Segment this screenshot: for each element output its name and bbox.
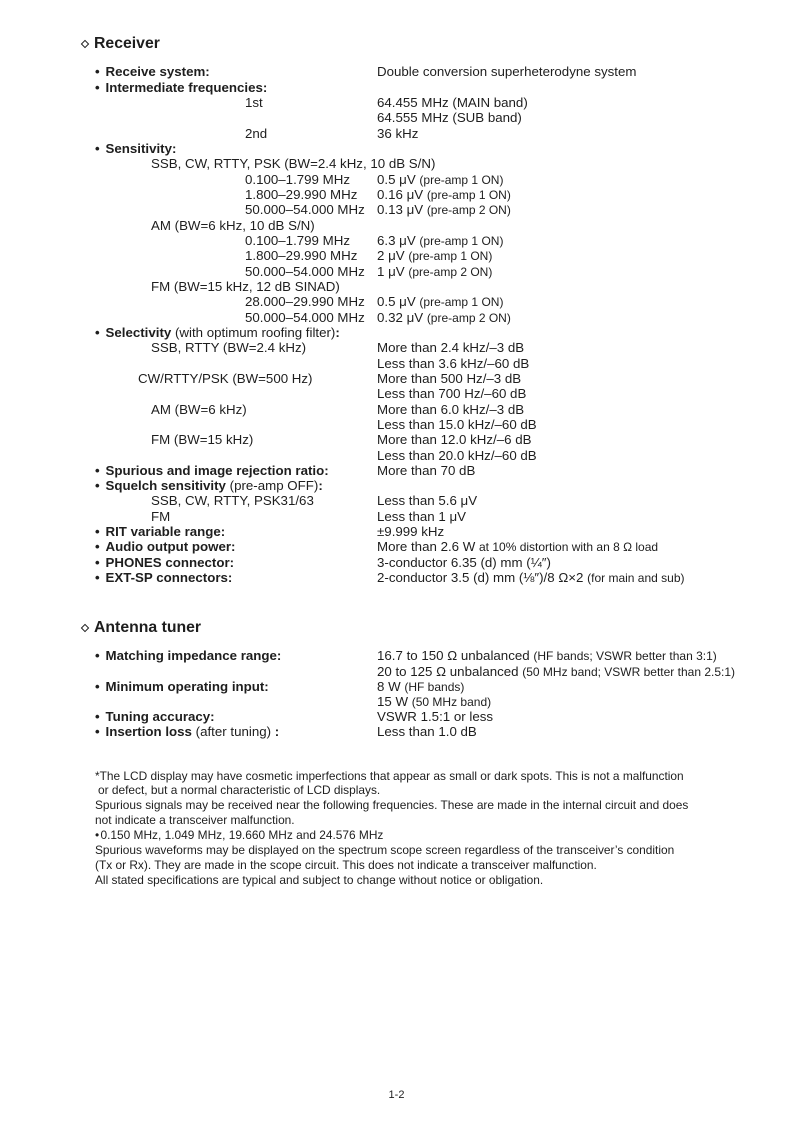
audio-output-note: at 10% distortion with an 8 Ω load	[479, 540, 659, 555]
receive-system-value: Double conversion superheterodyne system	[377, 64, 637, 80]
spec-row-selectivity	[0, 325, 793, 340]
sensitivity-mode-label: AM (BW=6 kHz, 10 dB S/N)	[151, 217, 315, 233]
input-power: 15 W	[377, 693, 409, 709]
spec-row-sensitivity-range	[0, 310, 793, 325]
frequency-range: 0.100–1.799 MHz	[245, 171, 350, 187]
insertion-loss-colon: :	[271, 724, 280, 740]
rit-label	[95, 524, 225, 539]
bullet	[95, 141, 106, 156]
if-stage-value: 36 kHz	[377, 125, 419, 141]
bullet	[95, 524, 106, 539]
impedance-note: (HF bands; VSWR better than 3:1)	[533, 649, 717, 664]
matching-impedance-value	[377, 664, 735, 680]
spec-row-if-1st-sub	[0, 110, 793, 125]
sensitivity-value	[377, 248, 492, 264]
section-title-antenna-tuner: Antenna tuner	[94, 619, 202, 636]
bullet	[95, 648, 106, 663]
tuning-accuracy-value: VSWR 1.5:1 or less	[377, 709, 494, 725]
sensitivity-level: 0.13 μV	[377, 202, 424, 218]
frequency-range: 0.100–1.799 MHz	[245, 232, 350, 248]
selectivity-value: More than 2.4 kHz/–3 dB	[377, 340, 525, 356]
rit-label-text: RIT variable range:	[105, 524, 226, 540]
spec-row-selectivity-mode	[0, 371, 793, 386]
spec-row-sensitivity-range	[0, 172, 793, 187]
spec-row-selectivity-mode	[0, 402, 793, 417]
spec-row-sensitivity-range	[0, 248, 793, 263]
impedance-note: (50 MHz band; VSWR better than 2.5:1)	[522, 664, 736, 679]
audio-output-label-text: Audio output power:	[105, 539, 236, 555]
note-line: All stated specifications are typical and subject to change without notice or obligation.	[95, 872, 544, 887]
note-line: not indicate a transceiver malfunction.	[95, 813, 295, 828]
selectivity-mode-label: CW/RTTY/PSK (BW=500 Hz)	[138, 370, 313, 386]
selectivity-label-text: Selectivity	[105, 324, 172, 340]
selectivity-colon: :	[335, 324, 340, 340]
squelch-colon: :	[318, 478, 323, 494]
diamond-icon	[80, 39, 88, 47]
bullet	[95, 709, 106, 724]
minimum-input-label	[95, 679, 269, 694]
preamp-note: (pre-amp 1 ON)	[419, 233, 504, 248]
sensitivity-mode-label: FM (BW=15 kHz, 12 dB SINAD)	[151, 278, 340, 294]
audio-output-label	[95, 539, 235, 554]
selectivity-value: More than 6.0 kHz/–3 dB	[377, 401, 525, 417]
minimum-input-label-text: Minimum operating input:	[105, 678, 269, 694]
phones-value: 3-conductor 6.35 (d) mm (¼″)	[377, 554, 551, 570]
selectivity-value: Less than 20.0 kHz/–60 dB	[377, 447, 537, 463]
squelch-value: Less than 5.6 μV	[377, 493, 478, 509]
preamp-note: (pre-amp 2 ON)	[408, 264, 493, 279]
sensitivity-level: 1 μV	[377, 263, 405, 279]
sensitivity-value	[377, 310, 511, 326]
selectivity-mode-label: FM (BW=15 kHz)	[151, 432, 254, 448]
preamp-note: (pre-amp 2 ON)	[426, 203, 511, 218]
preamp-note: (pre-amp 2 ON)	[426, 310, 511, 325]
note-line: *The LCD display may have cosmetic imperfections that appear as small or dark spots. This is not a malfunction	[95, 768, 684, 783]
sensitivity-value	[377, 187, 511, 203]
note-line-bulleted	[95, 828, 785, 843]
sensitivity-value	[377, 294, 503, 310]
note-line: Spurious waveforms may be displayed on the spectrum scope screen regardless of the transceiver’s condition	[95, 842, 675, 857]
sensitivity-level: 0.5 μV	[377, 171, 416, 187]
note-line: or defect, but a normal characteristic of LCD displays.	[98, 783, 381, 798]
spec-row-sensitivity-mode	[0, 156, 793, 171]
bullet	[95, 478, 106, 493]
intermediate-frequencies-label-text: Intermediate frequencies:	[105, 79, 268, 95]
preamp-note: (pre-amp 1 ON)	[419, 172, 504, 187]
sensitivity-level: 0.16 μV	[377, 186, 424, 202]
frequency-range: 50.000–54.000 MHz	[245, 263, 365, 279]
page-number: 1-2	[388, 1089, 405, 1101]
preamp-note: (pre-amp 1 ON)	[426, 187, 511, 202]
bullet	[95, 64, 106, 79]
preamp-note: (pre-amp 1 ON)	[408, 249, 493, 264]
receiver-spec-list	[0, 64, 793, 585]
frequency-range: 1.800–29.990 MHz	[245, 186, 358, 202]
matching-impedance-label	[95, 648, 281, 663]
squelch-mode-label: FM	[151, 508, 171, 524]
if-stage-value: 64.555 MHz (SUB band)	[377, 110, 522, 126]
impedance-range: 16.7 to 150 Ω unbalanced	[377, 648, 530, 664]
intermediate-frequencies-label	[95, 80, 267, 95]
spec-row-ext-sp	[0, 570, 793, 585]
sensitivity-level: 0.5 μV	[377, 294, 416, 310]
sensitivity-label	[95, 141, 176, 156]
spec-row-sensitivity-range	[0, 202, 793, 217]
spec-row-receive-system	[0, 64, 793, 79]
note-line: (Tx or Rx). They are made in the scope circuit. This does not indicate a transceiver malfunction.	[95, 857, 597, 872]
spurious-rejection-label	[95, 463, 329, 478]
spec-row-selectivity-mode	[0, 432, 793, 447]
phones-label	[95, 555, 234, 570]
selectivity-value: More than 12.0 kHz/–6 dB	[377, 432, 532, 448]
bullet	[95, 555, 106, 570]
audio-output-value	[377, 539, 658, 555]
receive-system-label	[95, 64, 210, 79]
spec-row-if-2nd	[0, 126, 793, 141]
if-stage-value: 64.455 MHz (MAIN band)	[377, 94, 528, 110]
sensitivity-label-text: Sensitivity:	[105, 140, 177, 156]
spec-row-sensitivity-range	[0, 294, 793, 309]
selectivity-value: Less than 3.6 kHz/–60 dB	[377, 355, 530, 371]
spec-row-rit	[0, 524, 793, 539]
frequency-range: 50.000–54.000 MHz	[245, 309, 365, 325]
spec-row-sensitivity	[0, 141, 793, 156]
ext-sp-note: (for main and sub)	[587, 571, 685, 586]
diamond-icon	[80, 623, 88, 631]
insertion-loss-label-text: Insertion loss	[105, 724, 192, 740]
preamp-note: (pre-amp 1 ON)	[419, 295, 504, 310]
sensitivity-level: 6.3 μV	[377, 232, 416, 248]
rit-value: ±9.999 kHz	[377, 524, 445, 540]
impedance-range: 20 to 125 Ω unbalanced	[377, 663, 519, 679]
insertion-loss-qualifier: (after tuning)	[195, 724, 272, 740]
spec-row-sensitivity-range	[0, 264, 793, 279]
if-stage-label: 1st	[245, 94, 263, 110]
frequency-range: 1.800–29.990 MHz	[245, 248, 358, 264]
insertion-loss-value: Less than 1.0 dB	[377, 724, 477, 740]
sensitivity-value	[377, 202, 511, 218]
minimum-input-value	[377, 679, 464, 695]
spec-row-if-1st	[0, 95, 793, 110]
matching-impedance-value	[377, 648, 717, 664]
tuning-accuracy-label	[95, 709, 215, 724]
spec-row-squelch-mode	[0, 509, 793, 524]
spec-row-minimum-input-2	[0, 694, 793, 709]
sensitivity-value	[377, 264, 492, 280]
receive-system-label-text: Receive system:	[105, 64, 210, 80]
phones-label-text: PHONES connector:	[105, 554, 235, 570]
spec-row-selectivity-value	[0, 356, 793, 371]
selectivity-value: Less than 15.0 kHz/–60 dB	[377, 416, 537, 432]
frequency-range: 28.000–29.990 MHz	[245, 294, 365, 310]
squelch-mode-label: SSB, CW, RTTY, PSK31/63	[151, 493, 314, 509]
minimum-input-value	[377, 694, 491, 710]
selectivity-mode-label: AM (BW=6 kHz)	[151, 401, 247, 417]
squelch-label-text: Squelch sensitivity	[105, 478, 226, 494]
note-line: Spurious signals may be received near the following frequencies. These are made in the internal circuit and does	[95, 798, 689, 813]
tuning-accuracy-label-text: Tuning accuracy:	[105, 709, 215, 725]
sensitivity-level: 2 μV	[377, 248, 405, 264]
spec-row-selectivity-value	[0, 386, 793, 401]
squelch-value: Less than 1 μV	[377, 508, 466, 524]
bullet	[95, 570, 106, 585]
spec-row-selectivity-value	[0, 417, 793, 432]
insertion-loss-label	[95, 724, 279, 739]
spec-row-audio-output	[0, 539, 793, 554]
spec-row-squelch-mode	[0, 493, 793, 508]
footnotes	[95, 769, 785, 888]
spec-row-phones	[0, 555, 793, 570]
bullet	[95, 80, 106, 95]
input-power: 8 W	[377, 678, 401, 694]
input-note: (HF bands)	[404, 679, 465, 694]
spec-row-sensitivity-mode	[0, 218, 793, 233]
spec-row-selectivity-value	[0, 448, 793, 463]
selectivity-mode-label: SSB, RTTY (BW=2.4 kHz)	[151, 340, 307, 356]
spec-row-squelch	[0, 478, 793, 493]
spurious-frequencies: 0.150 MHz, 1.049 MHz, 19.660 MHz and 24.576 MHz	[100, 828, 384, 843]
spec-row-sensitivity-range	[0, 233, 793, 248]
ext-sp-label	[95, 570, 232, 585]
sensitivity-value	[377, 233, 503, 249]
input-note: (50 MHz band)	[411, 694, 492, 709]
selectivity-value: Less than 700 Hz/–60 dB	[377, 386, 527, 402]
spurious-rejection-value: More than 70 dB	[377, 462, 476, 478]
spec-row-intermediate-frequencies	[0, 80, 793, 95]
sensitivity-level: 0.32 μV	[377, 309, 424, 325]
spec-row-matching-impedance-2	[0, 664, 793, 679]
squelch-label	[95, 478, 323, 493]
selectivity-label	[95, 325, 340, 340]
bullet	[95, 325, 106, 340]
spec-row-tuning-accuracy	[0, 709, 793, 724]
ext-sp-spec: 2-conductor 3.5 (d) mm (⅛″)/8 Ω×2	[377, 570, 584, 586]
sensitivity-value	[377, 172, 503, 188]
selectivity-value: More than 500 Hz/–3 dB	[377, 370, 522, 386]
bullet	[95, 463, 106, 478]
ext-sp-label-text: EXT-SP connectors:	[105, 570, 233, 586]
spec-row-matching-impedance	[0, 648, 793, 663]
spurious-rejection-label-text: Spurious and image rejection ratio:	[105, 462, 329, 478]
matching-impedance-label-text: Matching impedance range:	[105, 648, 282, 664]
spec-row-minimum-input	[0, 679, 793, 694]
selectivity-qualifier: (with optimum roofing filter)	[175, 324, 336, 340]
bullet	[95, 679, 106, 694]
spec-row-insertion-loss	[0, 724, 793, 739]
ext-sp-value	[377, 570, 685, 586]
if-stage-label: 2nd	[245, 125, 268, 141]
antenna-tuner-spec-list	[0, 648, 793, 739]
sensitivity-mode-label: SSB, CW, RTTY, PSK (BW=2.4 kHz, 10 dB S/N)	[151, 156, 436, 172]
spec-row-spurious-rejection	[0, 463, 793, 478]
spec-row-sensitivity-mode	[0, 279, 793, 294]
spec-row-selectivity-mode	[0, 340, 793, 355]
audio-output-level: More than 2.6 W	[377, 539, 476, 555]
bullet	[95, 724, 106, 739]
frequency-range: 50.000–54.000 MHz	[245, 202, 365, 218]
spec-row-sensitivity-range	[0, 187, 793, 202]
squelch-qualifier: (pre-amp OFF)	[229, 478, 319, 494]
bullet	[95, 539, 106, 554]
section-title-receiver: Receiver	[94, 35, 160, 52]
